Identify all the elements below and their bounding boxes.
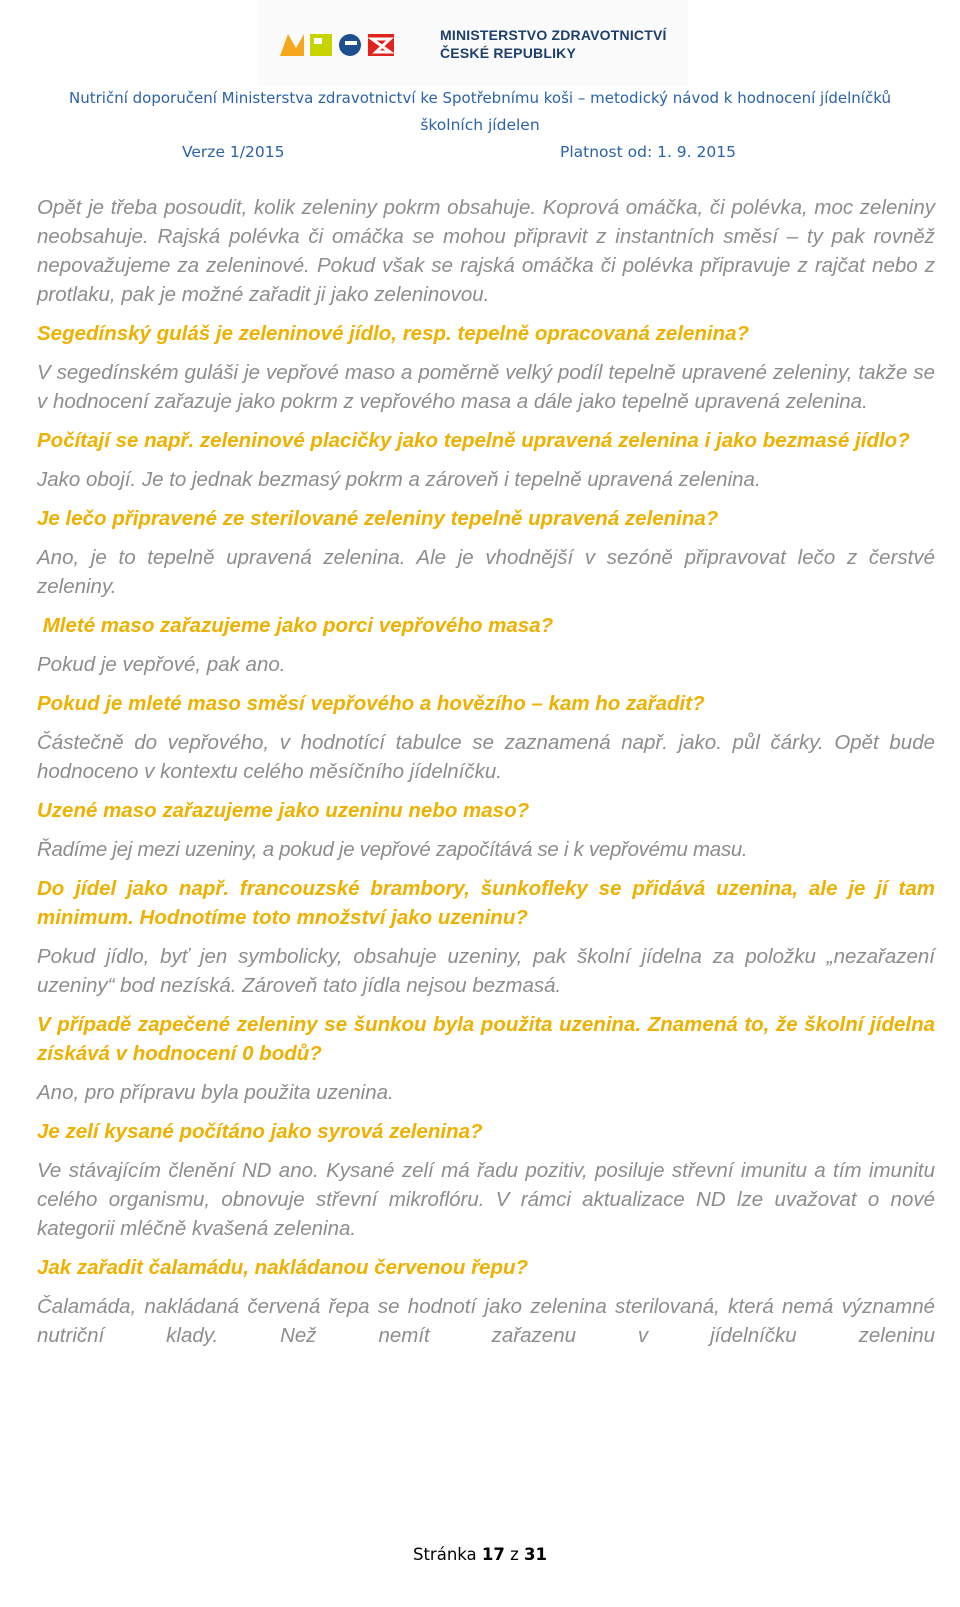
of-word: z (510, 1545, 519, 1564)
question: Pokud je mleté maso směsí vepřového a hovězího – kam ho zařadit? (37, 692, 705, 715)
question: Mleté maso zařazujeme jako porci vepřového masa? (37, 614, 554, 637)
ministry-logo-icon (280, 26, 430, 62)
document-title-line2: školních jídelen (420, 116, 540, 134)
document-title-line1: Nutriční doporučení Ministerstva zdravotnictví ke Spotřebnímu koši – metodický návod k hodnocení jídelníčků (69, 89, 891, 107)
question: Počítají se např. zeleninové placičky jako tepelně upravená zelenina i jako bezmasé jídlo? (37, 429, 910, 452)
answer: Pokud jídlo, byť jen symbolicky, obsahuje uzeniny, pak školní jídelna za položku „nezařazení uzeniny“ bod nezíská. Zároveň tato jídla nejsou bezmasá. (37, 945, 935, 997)
answer: Čalamáda, nakládaná červená řepa se hodnotí jako zelenina sterilovaná, která nemá významné nutriční klady. Než nemít zařazenu v jídelníčku zeleninu (37, 1295, 935, 1347)
page-word: Stránka (412, 1545, 477, 1564)
header-logo-band (258, 0, 688, 86)
question: Uzené maso zařazujeme jako uzeninu nebo maso? (37, 799, 530, 822)
question: Je lečo připravené ze sterilované zeleniny tepelně upravená zelenina? (37, 507, 719, 530)
answer: Ano, je to tepelně upravená zelenina. Ale je vhodnější v sezóně připravovat lečo z čerstvé zeleniny. (37, 546, 935, 598)
question: Segedínský guláš je zeleninové jídlo, resp. tepelně opracovaná zelenina? (37, 322, 750, 345)
paragraph: Opět je třeba posoudit, kolik zeleniny pokrm obsahuje. Koprová omáčka, či polévka, moc zeleniny neobsahuje. Rajská polévka či omáčka se mohou připravit z instantních směsí – ty pak rovněž nepovažujeme za zeleninové. Pokud však se rajská omáčka či polévka připravuje z rajčat nebo z protlaku, pak je možné zařadit ji jako zeleninovou. (37, 196, 935, 306)
current-page-number: 17 (481, 1545, 505, 1564)
question: Do jídel jako např. francouzské brambory, šunkofleky se přidává uzenina, ale je jí tam minimum. Hodnotíme toto množství jako uzeninu? (37, 877, 935, 929)
page-content (37, 193, 935, 1350)
document-valid-from: Platnost od: 1. 9. 2015 (560, 143, 736, 161)
document-version: Verze 1/2015 (182, 143, 285, 161)
answer: Ve stávajícím členění ND ano. Kysané zelí má řadu pozitiv, posiluje střevní imunitu a tím imunitu celého organismu, obnovuje střevní mikroflóru. V rámci aktualizace ND lze uvažovat o nové kategorii mléčně kvašená zelenina. (37, 1159, 935, 1240)
page-number-footer (0, 1545, 960, 1564)
answer: Pokud je vepřové, pak ano. (37, 653, 286, 676)
ministry-name (440, 26, 667, 62)
question: V případě zapečené zeleniny se šunkou byla použita uzenina. Znamená to, že školní jídelna získává v hodnocení 0 bodů? (37, 1013, 935, 1065)
ministry-name-line2: ČESKÉ REPUBLIKY (440, 45, 577, 61)
answer: Ano, pro přípravu byla použita uzenina. (37, 1081, 394, 1104)
question: Je zelí kysané počítáno jako syrová zelenina? (37, 1120, 483, 1143)
total-pages-number: 31 (524, 1545, 548, 1564)
answer: Jako obojí. Je to jednak bezmasý pokrm a zároveň i tepelně upravená zelenina. (37, 468, 761, 491)
answer: V segedínském guláši je vepřové maso a poměrně velký podíl tepelně upravené zeleniny, takže se v hodnocení zařazuje jako pokrm z vepřového masa a dále jako tepelně upravená zelenina. (37, 361, 935, 413)
answer: Částečně do vepřového, v hodnotící tabulce se zaznamená např. jako. půl čárky. Opět bude hodnoceno v kontextu celého měsíčního jídelníčku. (37, 731, 935, 783)
ministry-name-line1: MINISTERSTVO ZDRAVOTNICTVÍ (440, 27, 667, 43)
question: Jak zařadit čalamádu, nakládanou červenou řepu? (37, 1256, 529, 1279)
answer: Řadíme jej mezi uzeniny, a pokud je vepřové započítává se i k vepřovému masu. (37, 838, 748, 861)
